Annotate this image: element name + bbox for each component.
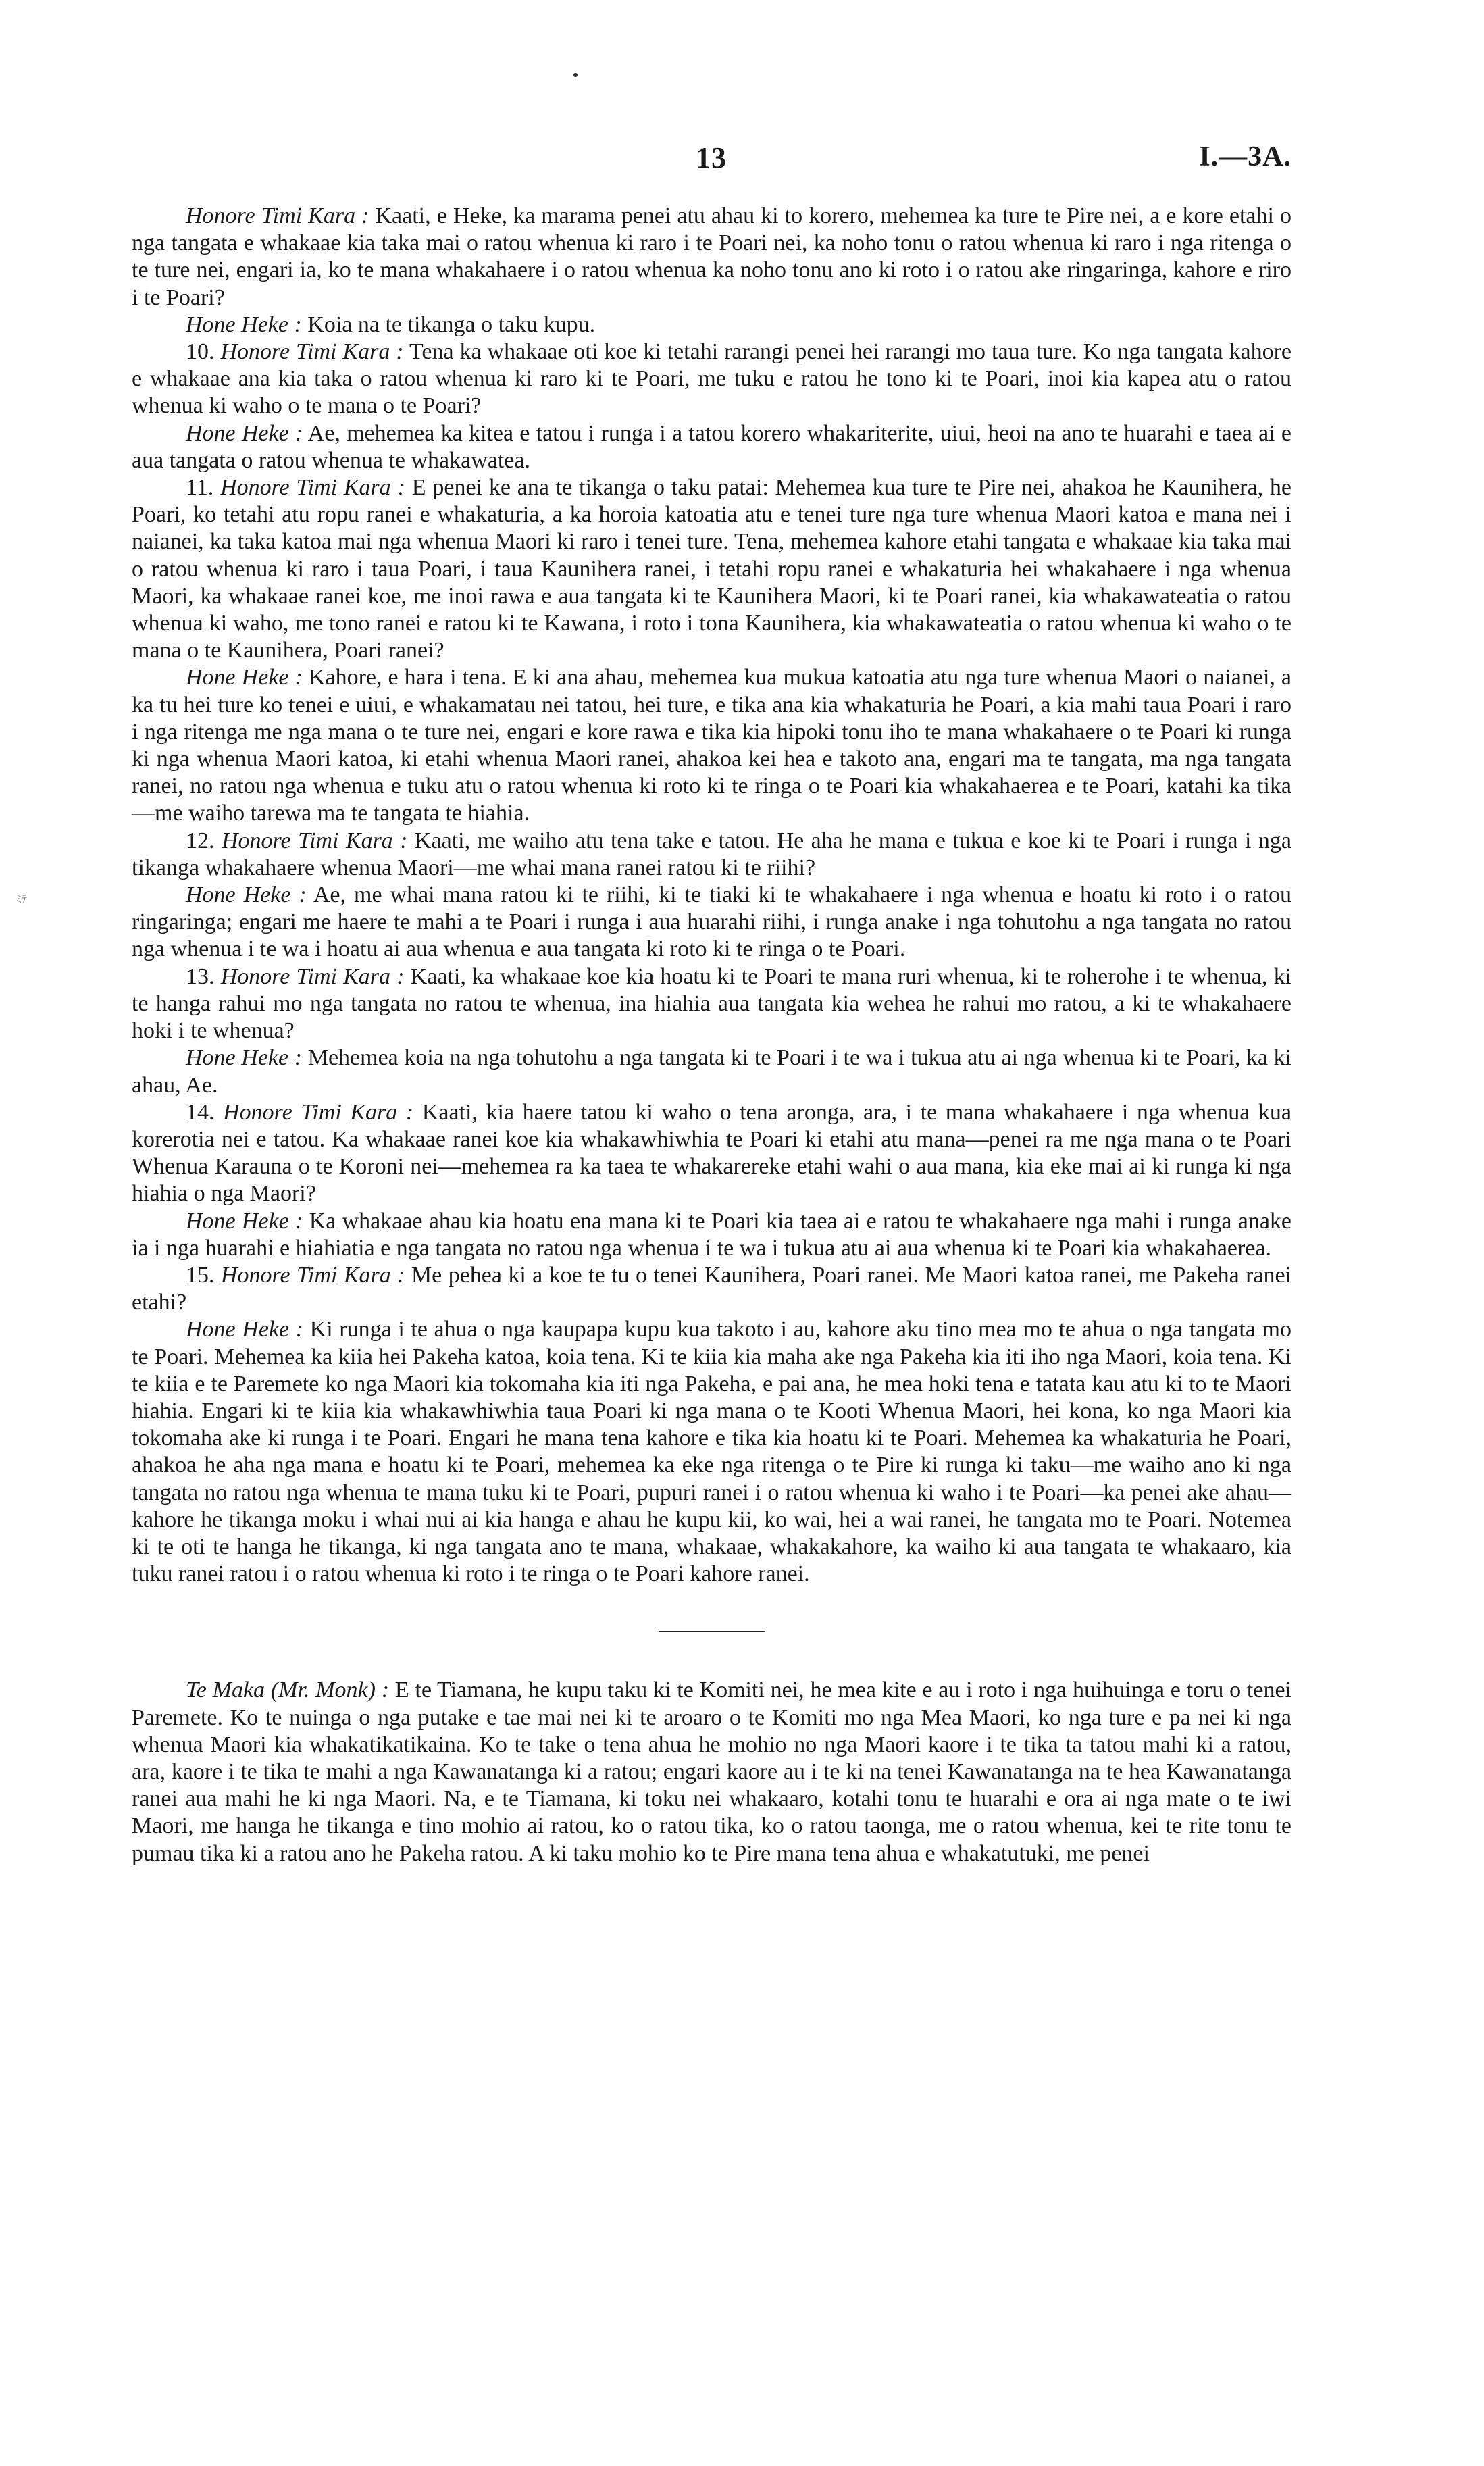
paragraph-text: Ki runga i te ahua o nga kaupapa kupu kua takoto i au, kahore aku tino mea mo te ahua o nga tangata mo te Poari. Mehemea ka kiia hei Pakeha katoa, koia tena. Ki te kiia kia maha ake nga Pakeha kia iti iho nga Maori, koia tena. Ki te kiia e te Paremete ko nga Maori kia tokomaha kia iti nga Pakeha, e pai ana, he mea hoki tena e tatata kau atu ki to te Maori hiahia. Engari ki te kiia kia whakawhiwhia taua Poari ki nga mana o te Kooti Whenua Maori, hei kona, ko nga Maori kia tokomaha ake ki runga i te Poari. Engari he mana tena kahore e tika kia hoatu ki te Poari. Mehemea ka whakaturia he Poari, ahakoa he aha nga mana e hoatu ki te Poari, mehemea ka eke nga ritenga o te Pire ki runga ki taku—me waiho ano ki nga tangata no ratou nga whenua te mana tuku ki te Poari, pupuri ranei i o ratou whenua ki waho i te Poari—ka penei ake ahau—kahore he tikanga moku i whai nui ai kia hanga e ahau he kupu kii, ko wai, hei a wai ranei, he tangata mo te Poari. Notemea ki te oti te hanga he tikanga, ki nga tangata ano te mana, whakaae, whakakahore, ka waiho ki aua tangata te whakaaro, kia tuku ranei ratou i o ratou whenua ki roto i te ringa o te Poari kahore ranei.	[132, 1317, 1291, 1587]
paragraph-text: Kaati, kia haere tatou ki waho o tena aronga, ara, i te mana whakahaere i nga whenua kua korerotia nei e tatou. Ka whakaae ranei koe kia whakawhiwhia te Poari ki etahi atu mana—penei ra me nga mana o te Poari Whenua Karauna o te Koroni nei—mehemea ra ka taea te whakarereke etahi wahi o aua mana, kia eke mai ai ki runga ki nga hiahia o nga Maori?	[132, 1099, 1292, 1207]
question-number: 10.	[186, 339, 215, 365]
paragraph-1	[132, 203, 1291, 311]
paragraph-text: Kaati, ka whakaae koe kia hoatu ki te Poari te mana ruri whenua, ki te roherohe i te whenua, ki te hanga rahui mo nga tangata no ratou te whenua, ina hiahia aua tangata kia wehea he rahui mo ratou, a ki te whakahaere hoki i te whenua?	[132, 963, 1292, 1044]
speaker: Honore Timi Kara :	[186, 203, 369, 228]
speaker: Honore Timi Kara :	[220, 963, 405, 989]
paragraph-11	[132, 1099, 1291, 1208]
page-header	[132, 141, 1291, 181]
speaker: Hone Heke :	[186, 1317, 304, 1342]
question-number: 12.	[186, 828, 215, 853]
paragraph-14	[132, 1316, 1291, 1588]
speaker: Hone Heke :	[186, 665, 303, 690]
paragraph-text: E te Tiamana, he kupu taku ki te Komiti nei, he mea kite e au i roto i nga huihuinga e toru o tenei Paremete. Ko te nuinga o nga putake e tae mai nei ki te aroaro o te Komiti mo nga Mea Maori, ko nga ture e pa nei ki nga whenua Maori kia whakatikatikaina. Ko te take o tena ahua he mohio no nga Maori kaore i te tika ta tatou mahi ki a ratou, ara, kaore i te tika te mahi a nga Kawanatanga ki a ratou; engari kaore au i te ki na tenei Kawanatanga na te hea Kawanatanga ranei aua mahi he ki nga Maori. Na, e te Tiamana, ki toku nei whakaaro, kotahi tonu te huarahi e ora ai nga mate o te iwi Maori, me hanga he tikanga e tino mohio ai ratou, ko o ratou tika, ko o ratou taonga, me o ratou whenua, kei te rite tonu te pumau tika ki a ratou ano he Pakeha ratou. A ki taku mohio ko te Pire mana tena ahua e whakatutuki, me penei	[132, 1678, 1291, 1866]
speaker: Honore Timi Kara :	[220, 475, 405, 501]
paragraph-text: Kaati, e Heke, ka marama penei atu ahau ki to korero, mehemea ka ture te Pire nei, a e kore etahi o nga tangata e whakaae kia taka mai o ratou whenua ki raro i te Poari nei, ka noho tonu o ratou whenua ki raro i nga ritenga o te ture nei, engari ia, ko te mana whakahaere i o ratou whenua ka noho tonu ano ki roto i o ratou ake ringaringa, kahore e riro i te Poari?	[132, 203, 1292, 310]
question-number: 13.	[186, 963, 215, 989]
speaker: Hone Heke :	[186, 882, 307, 908]
section-divider	[659, 1631, 765, 1632]
speaker: Honore Timi Kara :	[220, 339, 404, 365]
document-body	[132, 203, 1291, 1867]
speaker: Honore Timi Kara :	[223, 1099, 414, 1125]
page-dot-mark	[573, 73, 578, 77]
document-reference: I.—3A.	[1199, 141, 1291, 172]
paragraph-text: Koia na te tikanga o taku kupu.	[307, 311, 596, 337]
paragraph-6	[132, 664, 1291, 827]
paragraph-text: Mehemea koia na nga tohutohu a nga tangata ki te Poari i te wa i tukua atu ai nga whenua ki te Poari, ka ki ahau, Ae.	[132, 1045, 1292, 1098]
speaker: Hone Heke :	[186, 311, 302, 337]
paragraph-4	[132, 420, 1291, 474]
paragraph-text: Ka whakaae ahau kia hoatu ena mana ki te Poari kia taea ai e ratou te whakahaere nga mahi i runga anake ia i nga huarahi e hiahiatia e nga tangata no ratou nga whenua i te wa i tukua atu ai aua whenua ki te Poari kia whakahaerea.	[132, 1208, 1292, 1261]
closing-paragraph	[132, 1677, 1291, 1867]
paragraph-text: Ae, mehemea ka kitea e tatou i runga i a tatou korero whakariterite, uiui, heoi na ano te huarahi e taea ai e aua tangata o ratou whenua te whakawatea.	[132, 420, 1292, 473]
page-number: 13	[696, 141, 727, 174]
speaker: Te Maka (Mr. Monk) :	[186, 1678, 390, 1703]
paragraph-text: E penei ke ana te tikanga o taku patai: Mehemea kua ture te Pire nei, ahakoa he Kaunihera, he Poari, ko tetahi atu ropu ranei e whakaturia, a ka horoia katoatia atu e tenei ture nga ture whenua Maori katoa e mana nei i naianei, ka taka katoa mai nga whenua Maori ki raro i tenei ture. Tena, mehemea kahore etahi tangata e whakaae kia taka mai o ratou whenua ki raro i taua Poari, i taua Kaunihera ranei, i tetahi ropu ranei e whakaturia hei whakahaere i nga whenua Maori, ka whakaae ranei koe, me inoi rawa e aua tangata ki te Kaunihera Maori, ki te Poari ranei, kia whakawateatia o ratou whenua ki waho, me tono ranei e ratou ki te Kawana, i roto i tona Kaunihera, kia whakawateatia o ratou whenua ki waho o te mana o te Kaunihera, Poari ranei?	[132, 475, 1292, 663]
question-number: 11.	[186, 475, 214, 501]
paragraph-7	[132, 828, 1291, 882]
speaker: Hone Heke :	[186, 420, 303, 446]
paragraph-text: Tena ka whakaae oti koe ki tetahi rarangi penei hei rarangi mo taua ture. Ko nga tangata kahore e whakaae ana kia taka o ratou whenua ki raro ki te Poari, me tuku e ratou he tono ki te Poari, inoi kia kapea atu o ratou whenua ki waho o te mana o te Poari?	[132, 339, 1292, 419]
margin-mark: ﾐﾃ	[16, 894, 28, 905]
question-number: 14.	[186, 1099, 215, 1125]
paragraph-3	[132, 338, 1291, 420]
speaker: Honore Timi Kara :	[220, 1262, 405, 1288]
speaker: Hone Heke :	[186, 1045, 303, 1071]
paragraph-2	[132, 311, 1291, 338]
paragraph-text: Me pehea ki a koe te tu o tenei Kaunihera, Poari ranei. Me Maori katoa ranei, me Pakeha ranei etahi?	[132, 1262, 1292, 1315]
paragraph-12	[132, 1208, 1291, 1262]
paragraph-text: Kaati, me waiho atu tena take e tatou. He aha he mana e tukua e koe ki te Poari i runga i nga tikanga whakahaere whenua Maori—me whai mana ranei ratou ki te riihi?	[132, 828, 1292, 880]
speaker: Honore Timi Kara :	[221, 828, 408, 853]
question-number: 15.	[186, 1262, 215, 1288]
paragraph-9	[132, 963, 1291, 1045]
paragraph-5	[132, 474, 1291, 664]
paragraph-text: Kahore, e hara i tena. E ki ana ahau, mehemea kua mukua katoatia atu nga ture whenua Maori o naianei, a ka tu hei ture ko tenei e uiui, e whakamatau nei tatou, hei ture, e tika ana kia whakaturia he Poari, a kia mahi taua Poari i raro i nga ritenga me nga mana o te ture nei, engari e kore rawa e tika kia hipoki tonu iho te mana whakahaere o te Poari ki runga ki nga whenua Maori katoa, ki etahi whenua Maori ranei, ahakoa kei hea e takoto ana, engari ma te tangata, ma nga tangata ranei, no ratou nga whenua e tuku atu o ratou whenua ki roto ki te ringa o te Poari kia whakahaerea e te Poari, katahi ka tika—me waiho tarewa ma te tangata te hiahia.	[132, 665, 1292, 826]
speaker: Hone Heke :	[186, 1208, 303, 1234]
paragraph-10	[132, 1045, 1291, 1099]
paragraph-13	[132, 1262, 1291, 1316]
paragraph-8	[132, 882, 1291, 963]
paragraph-text: Ae, me whai mana ratou ki te riihi, ki te tiaki ki te whakahaere i nga whenua e hoatu ki roto i o ratou ringaringa; engari me haere te mahi a te Poari i runga i aua huarahi riihi, i runga anake i nga tohutohu a nga tangata no ratou nga whenua i te wa i hoatu ai aua whenua e aua tangata ki roto ki te ringa o te Poari.	[132, 882, 1291, 962]
